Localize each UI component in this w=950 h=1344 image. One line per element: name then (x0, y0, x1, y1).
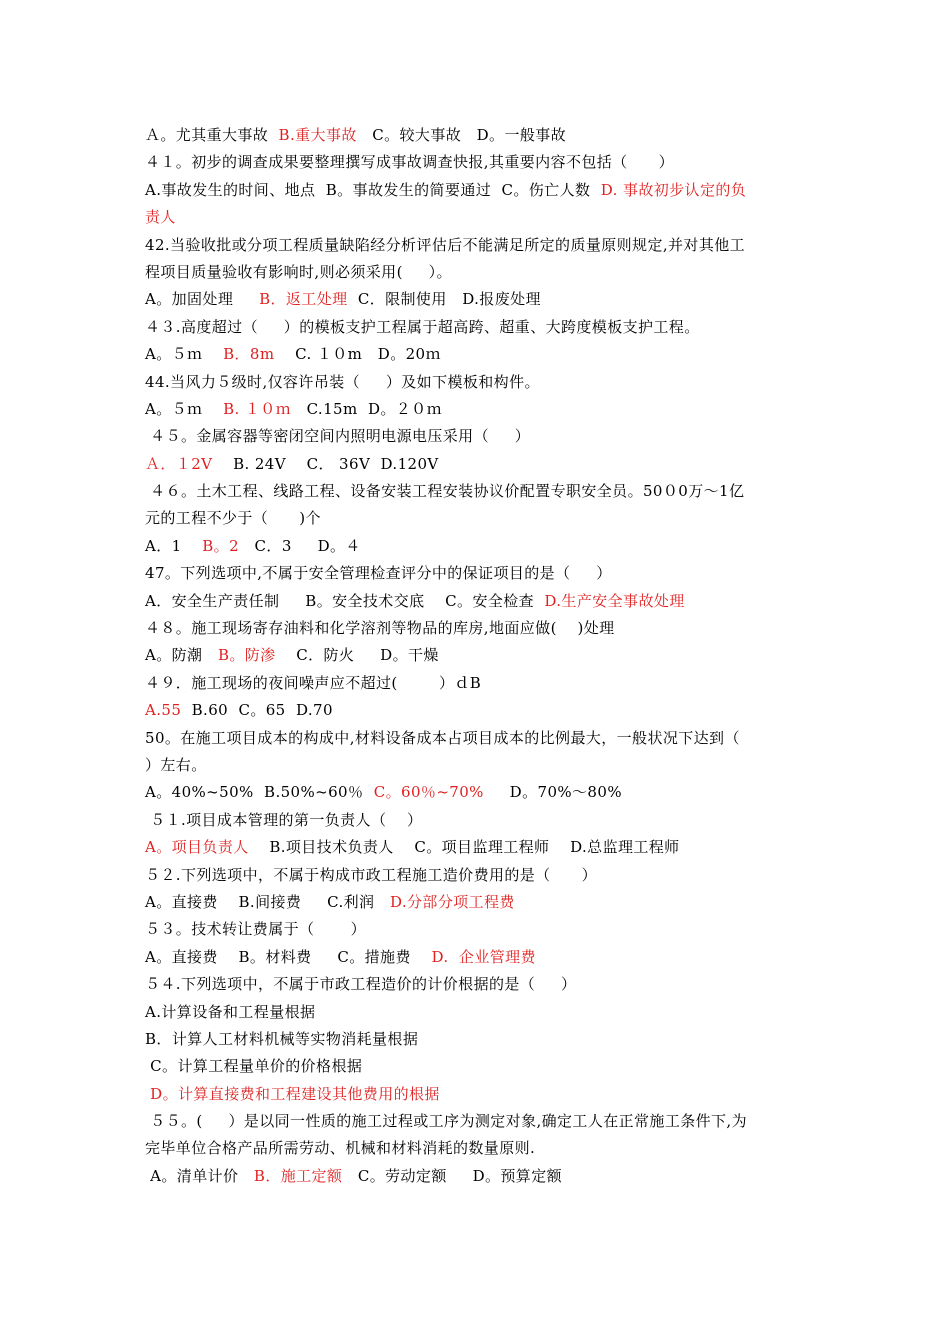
line-text: ４５。金属容器等密闭空间内照明电源电压采用（ ） (145, 427, 531, 446)
answer-text: D. 企业管理费 (431, 947, 536, 966)
line-text: C. １０m D。20ｍ (274, 345, 441, 364)
line-text: B.60 C。65 D.70 (181, 701, 333, 720)
text-line (145, 149, 815, 176)
line-text: C。计算工程量单价的价格根据 (145, 1057, 363, 1076)
text-line (145, 1026, 815, 1053)
text-line (145, 314, 815, 341)
text-line (145, 862, 815, 889)
text-line (145, 1135, 815, 1162)
line-text: ５２.下列选项中，不属于构成市政工程施工造价费用的是（ ） (145, 865, 597, 884)
document-body (145, 122, 815, 1190)
answer-text: B. １０ｍ (223, 399, 292, 418)
line-text: A。加固处理 (145, 290, 260, 309)
line-text: C．防火 D。干燥 (275, 646, 439, 665)
text-line (145, 451, 815, 478)
line-text: 44.当风力５级时,仅容许吊装（ ）及如下模板和构件。 (145, 372, 540, 391)
line-text: ５４.下列选项中，不属于市政工程造价的计价根据的是（ ） (145, 975, 577, 994)
line-text: A。40%~50% B.50%~60％ (145, 783, 374, 802)
text-line (145, 505, 815, 532)
answer-text: A。项目负责人 (145, 838, 249, 857)
answer-text: B。2 (202, 536, 240, 555)
text-line (145, 999, 815, 1026)
answer-text: D. 事故初步认定的负 (600, 180, 747, 199)
line-text: 42.当验收批或分项工程质量缺陷经分析评估后不能满足所定的质量原则规定,并对其他工 (145, 235, 746, 254)
text-line (145, 752, 815, 779)
text-line (145, 396, 815, 423)
text-line (145, 807, 815, 834)
line-text: D。70%～80% (483, 783, 622, 802)
line-text: ）左右。 (145, 755, 207, 774)
text-line (145, 232, 815, 259)
text-line (145, 725, 815, 752)
text-line (145, 177, 815, 204)
text-line (145, 204, 815, 231)
line-text: A。５ｍ (145, 345, 224, 364)
text-line (145, 1163, 815, 1190)
line-text: A。５ｍ (145, 399, 224, 418)
line-text: Ａ。尤其重大事故 (145, 126, 279, 144)
answer-text: D。计算直接费和工程建设其他费用的根据 (145, 1084, 440, 1103)
line-text: A。清单计价 (145, 1166, 254, 1185)
line-text: 50。在施工项目成本的构成中,材料设备成本占项目成本的比例最大，一般状况下达到（ (145, 728, 740, 747)
line-text: C。较大事故 D。一般事故 (356, 126, 567, 144)
text-line (145, 588, 815, 615)
text-line (145, 642, 815, 669)
line-text: C．限制使用 D.报废处理 (347, 290, 541, 309)
line-text: ４１。初步的调查成果要整理撰写成事故调查快报,其重要内容不包括（ ） (145, 153, 674, 172)
answer-text: B.重大事故 (278, 126, 357, 144)
line-text: ５３。技术转让费属于（ ） (145, 920, 366, 939)
line-text: B．计算人工材料机械等实物消耗量根据 (145, 1029, 419, 1048)
answer-text: B．返工处理 (259, 290, 348, 309)
line-text: ４８。施工现场寄存油料和化学溶剂等物品的库房,地面应做( )处理 (145, 619, 615, 638)
text-line (145, 779, 815, 806)
text-line (145, 423, 815, 450)
answer-text: D.分部分项工程费 (389, 892, 515, 911)
line-text: A.计算设备和工程量根据 (145, 1002, 316, 1021)
text-line (145, 286, 815, 313)
line-text: ５１.项目成本管理的第一负责人（ ） (145, 810, 423, 829)
text-line (145, 971, 815, 998)
line-text: B. 24V C． 36V D.120V (212, 454, 439, 473)
text-line (145, 1108, 815, 1135)
line-text: 元的工程不少于（ )个 (145, 509, 321, 528)
answer-text: C。60％~70% (373, 783, 484, 802)
text-line (145, 369, 815, 396)
text-line (145, 615, 815, 642)
answer-text: D.生产安全事故处理 (544, 591, 685, 610)
line-text: C.15m D。２０ｍ (291, 399, 442, 418)
line-text: ５５。( ）是以同一性质的施工过程或工序为测定对象,确定工人在正常施工条件下,为 (145, 1112, 748, 1131)
answer-text: B。防渗 (217, 646, 276, 665)
line-text: B.项目技术负责人 C。项目监理工程师 D.总监理工程师 (248, 838, 680, 857)
line-text: A.事故发生的时间、地点 B。事故发生的简要通过 C。伤亡人数 (145, 180, 601, 199)
line-text: 47。下列选项中,不属于安全管理检查评分中的保证项目的是（ ） (145, 564, 612, 583)
line-text: 完毕单位合格产品所需劳动、机械和材料消耗的数量原则. (145, 1139, 536, 1158)
text-line (145, 834, 815, 861)
text-line (145, 560, 815, 587)
line-text: A。防潮 (145, 646, 218, 665)
line-text: C．3 D。４ (239, 536, 361, 555)
text-line (145, 889, 815, 916)
answer-text: A.55 (145, 701, 182, 720)
text-line (145, 122, 815, 149)
line-text: A．安全生产责任制 B。安全技术交底 C。安全检查 (145, 591, 545, 610)
text-line (145, 1053, 815, 1080)
text-line (145, 1081, 815, 1108)
answer-text: 责人 (145, 208, 176, 227)
line-text: ４６。土木工程、线路工程、设备安装工程安装协议价配置专职安全员。50０0万～1亿 (145, 482, 745, 501)
text-line (145, 478, 815, 505)
text-line (145, 916, 815, 943)
text-line (145, 944, 815, 971)
text-line (145, 697, 815, 724)
line-text: A。直接费 B。材料费 C。措施费 (145, 947, 432, 966)
line-text: ４３.高度超过（ ）的模板支护工程属于超高跨、超重、大跨度模板支护工程。 (145, 317, 700, 336)
text-line (145, 533, 815, 560)
line-text: A．1 (145, 536, 203, 555)
line-text: 程项目质量验收有影响时,则必须采用( ）。 (145, 262, 452, 281)
text-line (145, 341, 815, 368)
answer-text: B．8m (223, 345, 275, 364)
text-line (145, 259, 815, 286)
answer-text: Ａ．１2V (145, 454, 213, 473)
answer-text: B．施工定额 (253, 1166, 343, 1185)
line-text: A。直接费 B.间接费 C.利润 (145, 892, 390, 911)
text-line (145, 670, 815, 697)
line-text: C。劳动定额 D。预算定额 (342, 1166, 562, 1185)
line-text: ４９．施工现场的夜间噪声应不超过( ）ｄB (145, 673, 482, 692)
